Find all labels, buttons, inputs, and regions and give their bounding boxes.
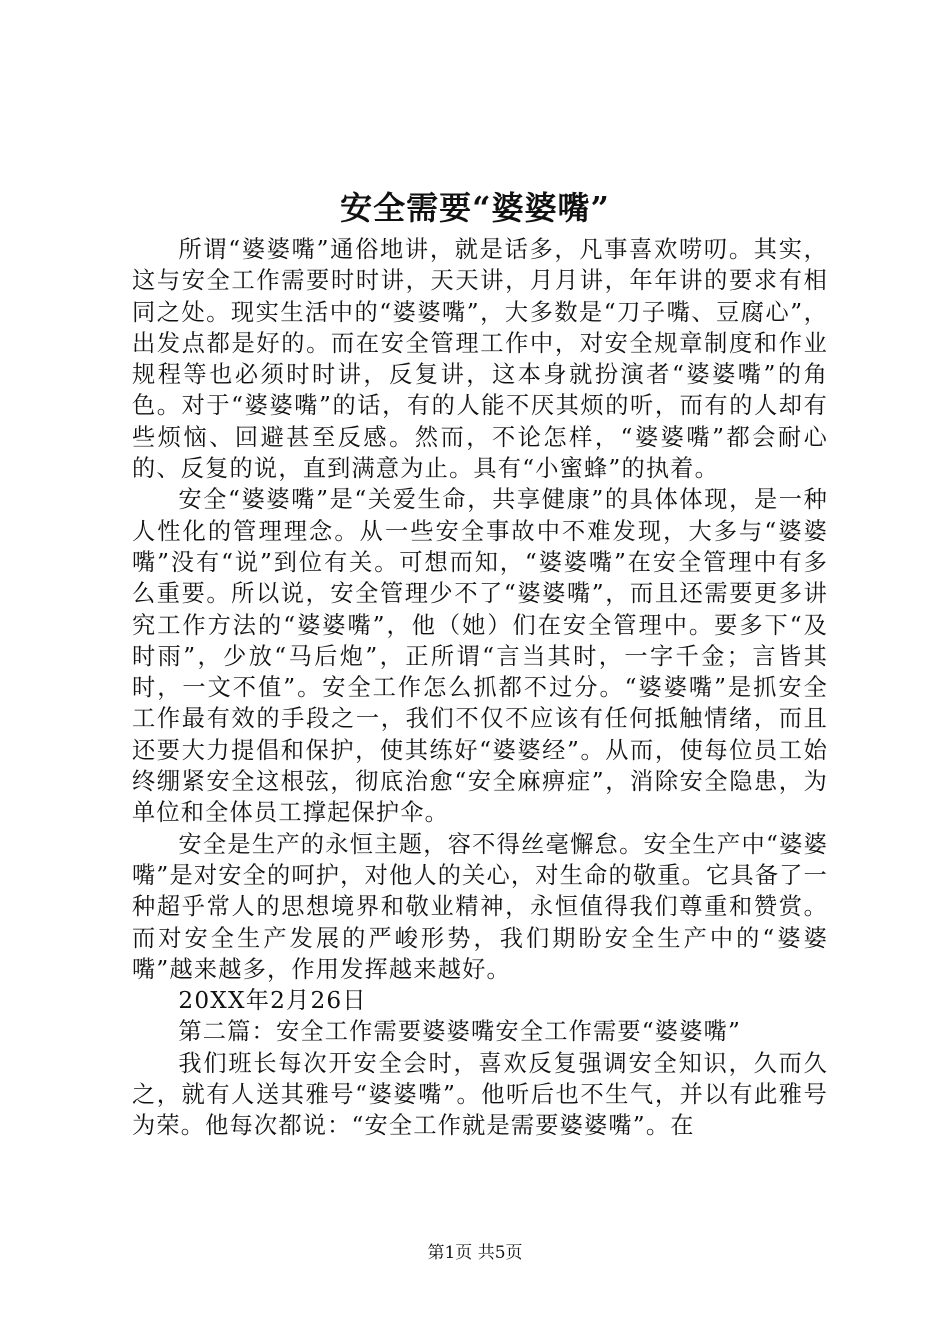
paragraph-3: 安全是生产的永恒主题，容不得丝毫懈怠。安全生产中“婆婆嘴”是对安全的呵护，对他人的关心，对生命的敬重。它具备了一种超乎常人的思想境界和敬业精神，永恒值得我们尊重和赞赏。而对安全生产发展的严峻形势，我们期盼安全生产中的“婆婆嘴”越来越多，作用发挥越来越好。 xyxy=(132,830,828,983)
document-title: 安全需要“婆婆嘴” xyxy=(340,189,610,227)
date-line: 20XX年2月26日 xyxy=(178,987,367,1015)
page-indicator: 第1页 共5页 xyxy=(427,1243,523,1263)
section-heading: 第二篇：安全工作需要婆婆嘴安全工作需要“婆婆嘴” xyxy=(178,1018,742,1046)
paragraph-2: 安全“婆婆嘴”是“关爱生命，共享健康”的具体体现，是一种人性化的管理理念。从一些安全事故中不难发现，大多与“婆婆嘴”没有“说”到位有关。可想而知，“婆婆嘴”在安全管理中有多么重要。所以说，安全管理少不了“婆婆嘴”，而且还需要更多讲究工作方法的“婆婆嘴”，他（她）们在安全管理中。要多下“及时雨”，少放“马后炮”，正所谓“言当其时，一字千金；言皆其时，一文不值”。安全工作怎么抓都不过分。“婆婆嘴”是抓安全工作最有效的手段之一，我们不仅不应该有任何抵触情绪，而且还要大力提倡和保护，使其练好“婆婆经”。从而，使每位员工始终绷紧安全这根弦，彻底治愈“安全麻痹症”，消除安全隐患，为单位和全体员工撑起保护伞。 xyxy=(132,486,828,827)
paragraph-4: 我们班长每次开安全会时，喜欢反复强调安全知识，久而久之，就有人送其雅号“婆婆嘴”。他听后也不生气，并以有此雅号为荣。他每次都说：“安全工作就是需要婆婆嘴”。在 xyxy=(132,1049,828,1140)
paragraph-1: 所谓“婆婆嘴”通俗地讲，就是话多，凡事喜欢唠叨。其实，这与安全工作需要时时讲，天天讲，月月讲，年年讲的要求有相同之处。现实生活中的“婆婆嘴”，大多数是“刀子嘴、豆腐心”，出发点都是好的。而在安全管理工作中，对安全规章制度和作业规程等也必须时时讲，反复讲，这本身就扮演者“婆婆嘴”的角色。对于“婆婆嘴”的话，有的人能不厌其烦的听，而有的人却有些烦恼、回避甚至反感。然而，不论怎样，“婆婆嘴”都会耐心的、反复的说，直到满意为止。具有“小蜜蜂”的执着。 xyxy=(132,236,828,483)
document-body xyxy=(132,234,828,1142)
